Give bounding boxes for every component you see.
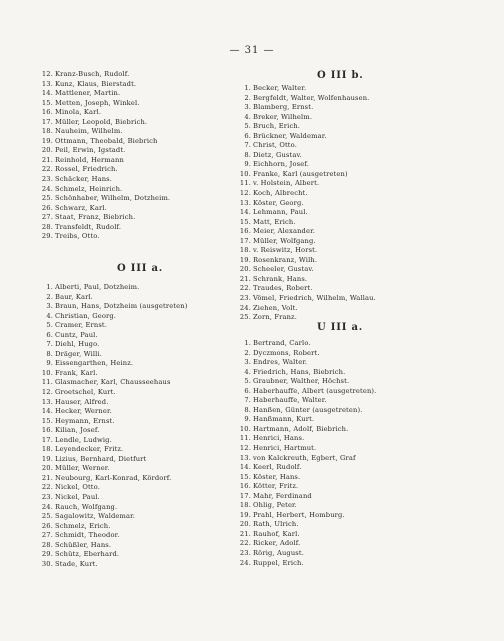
student-name: Dyczmons, Robert. [253,348,320,357]
student-name: Ohlig, Peter. [253,501,297,510]
list-item [36,223,246,233]
list-item [36,474,246,484]
student-name: Kunz, Klaus, Bierstadt. [55,79,137,88]
list-item [234,304,496,314]
list-item [36,541,246,551]
list-item [234,415,496,425]
student-name: Becker, Walter. [253,84,307,92]
student-name: Neubourg, Karl-Konrad, Kördorf. [55,473,172,482]
list-item [234,208,496,218]
list-item [36,493,246,503]
list-item [234,189,496,199]
item-number: 18. [239,501,251,510]
list-item [36,531,246,541]
list-item [36,137,246,147]
student-name: Müller, Leopold, Biebrich. [55,117,148,126]
list-item [234,122,496,132]
item-number: 3. [244,103,251,112]
list-item [234,94,496,104]
student-name: Mattlener, Martin. [55,89,121,98]
item-number: 10. [239,424,251,433]
student-name: Diehl, Hugo. [55,340,100,349]
list-item [234,425,496,435]
list-item [234,179,496,189]
item-number: 7. [244,141,251,150]
student-name: Ottmann, Theobald, Biebrich [55,136,158,145]
list-item [234,501,496,511]
item-number: 21. [41,473,53,482]
class-heading-u3a: U III a. [317,322,364,333]
item-number: 30. [41,559,53,568]
student-name: Friedrich, Hans, Biebrich. [253,367,346,376]
student-name: Heymann, Ernst. [55,416,115,425]
student-name: Schmelz, Heinrich. [55,184,123,193]
item-number: 1. [244,339,251,347]
item-number: 19. [239,255,251,264]
item-number: 20. [239,520,251,529]
item-number: 21. [41,155,53,164]
list-item [234,265,496,275]
list-item [36,436,246,446]
list-item [234,549,496,559]
list-item [234,218,496,228]
student-name: Traudes, Robert. [253,284,313,293]
list-item [36,331,246,341]
student-name: Haberhauffe, Walter. [253,396,327,405]
list-item [234,396,496,406]
item-number: 8. [244,150,251,159]
student-name: Hartmann, Adolf, Biebrich. [253,424,349,433]
student-name: Staat, Franz, Biebrich. [55,213,136,222]
list-item [234,151,496,161]
student-name: Breker, Wilhelm. [253,112,313,121]
item-number: 13. [239,453,251,462]
list-item [234,377,496,387]
student-name: Treibs, Otto. [55,232,100,241]
item-number: 19. [41,454,53,463]
list-item [234,103,496,113]
list-item [36,108,246,118]
list-item [234,294,496,304]
list-item [36,340,246,350]
student-name: Kötter, Fritz. [253,482,299,491]
item-number: 5. [244,377,251,386]
item-number: 4. [244,112,251,121]
list-item [36,232,246,242]
student-name: Mahr, Ferdinand [253,491,312,500]
class-list-o3a [36,283,246,569]
item-number: 6. [46,330,53,339]
list-item [36,302,246,312]
item-number: 20. [41,146,53,155]
student-name: Alberti, Paul, Dotzheim. [55,283,140,291]
list-item [36,80,246,90]
list-item [36,388,246,398]
student-name: Bruch, Erich. [253,122,301,131]
item-number: 12. [239,189,251,198]
student-name: Vömel, Friedrich, Wilhelm, Wallau. [253,294,376,303]
item-number: 24. [41,502,53,511]
student-name: Ricker, Adolf. [253,539,301,548]
item-number: 27. [41,213,53,222]
student-name: von Kalckreuth, Egbert, Graf [253,453,356,462]
student-name: Endres, Walter. [253,358,308,367]
list-item [234,539,496,549]
list-item [36,445,246,455]
list-item [36,204,246,214]
student-name: Henrici, Hartmut. [253,444,317,453]
student-name: Lehmann, Paul. [253,208,308,217]
item-number: 4. [244,367,251,376]
list-item [36,185,246,195]
list-item [234,256,496,266]
left-list-continued [36,70,246,242]
list-item [234,132,496,142]
item-number: 25. [239,313,251,322]
list-item [36,99,246,109]
item-number: 22. [41,483,53,492]
student-name: Leyendecker, Fritz. [55,445,124,454]
student-name: Dietz, Gustav. [253,150,302,159]
list-item [36,426,246,436]
item-number: 18. [239,246,251,255]
student-name: Nickel, Otto. [55,483,100,492]
student-name: Rosenkranz, Wilh. [253,255,318,264]
student-name: Brückner, Waldemar. [253,131,327,140]
student-name: Schrank, Hans. [253,274,308,283]
student-name: Christ, Otto. [253,141,297,150]
item-number: 17. [239,491,251,500]
list-item [234,84,496,94]
list-item [234,227,496,237]
item-number: 2. [244,93,251,102]
item-number: 2. [46,292,53,301]
student-name: Rörig, August. [253,549,304,558]
student-name: Reinhold, Hermann [55,155,124,164]
item-number: 14. [41,407,53,416]
student-name: Köster, Hans. [253,472,301,481]
student-name: Eichhorn, Josef. [253,160,310,169]
list-item [36,483,246,493]
list-item [36,464,246,474]
item-number: 17. [41,117,53,126]
student-name: Schwarz, Karl. [55,203,107,212]
list-item [36,213,246,223]
list-item [36,283,246,293]
student-name: Nickel, Paul. [55,493,100,502]
class-heading-o3a: O III a. [117,263,164,274]
list-item [234,368,496,378]
item-number: 1. [46,283,53,291]
list-item [36,512,246,522]
item-number: 5. [46,321,53,330]
list-item [36,194,246,204]
student-name: Hauser, Alfred. [55,397,109,406]
item-number: 11. [239,179,251,188]
item-number: 12. [41,70,53,78]
student-name: Zorn, Franz. [253,313,298,322]
list-item [234,530,496,540]
item-number: 9. [244,415,251,424]
list-item [36,550,246,560]
list-item [36,455,246,465]
list-item [234,444,496,454]
class-list-o3b [234,84,496,323]
list-item [234,113,496,123]
item-number: 29. [41,550,53,559]
list-item [234,199,496,209]
list-item [36,156,246,166]
student-name: Schüßler, Hans. [55,540,112,549]
student-name: Blamberg, Ernst. [253,103,314,112]
item-number: 18. [41,127,53,136]
list-item [234,339,496,349]
item-number: 8. [244,405,251,414]
list-item [234,349,496,359]
item-number: 13. [239,198,251,207]
item-number: 21. [239,529,251,538]
list-item [36,378,246,388]
student-name: Henrici, Hans. [253,434,305,443]
student-name: Cramer, Ernst. [55,321,108,330]
student-name: Müller, Werner. [55,464,110,473]
item-number: 6. [244,131,251,140]
item-number: 10. [41,368,53,377]
item-number: 23. [239,294,251,303]
item-number: 15. [41,98,53,107]
item-number: 27. [41,531,53,540]
list-item [234,141,496,151]
student-name: Rath, Ulrich. [253,520,299,529]
student-name: Cuntz, Paul. [55,330,98,339]
list-item [234,246,496,256]
student-name: Sagalowitz, Waldemar. [55,512,136,521]
list-item [234,559,496,569]
student-name: Schäcker, Hans. [55,175,113,184]
item-number: 14. [239,463,251,472]
list-item [234,387,496,397]
student-name: Matt, Erich. [253,217,296,226]
list-item [234,358,496,368]
list-item [36,312,246,322]
list-item [234,284,496,294]
list-item [36,407,246,417]
item-number: 1. [244,84,251,92]
item-number: 22. [239,539,251,548]
item-number: 7. [244,396,251,405]
item-number: 19. [239,510,251,519]
list-item [234,454,496,464]
list-item [36,127,246,137]
list-item [234,473,496,483]
student-name: Groetschel, Kurt. [55,388,116,397]
student-name: Bertrand, Carlo. [253,339,311,347]
item-number: 3. [46,302,53,311]
item-number: 26. [41,521,53,530]
student-name: Ruppel, Erich. [253,558,304,567]
item-number: 25. [41,194,53,203]
list-item [234,406,496,416]
item-number: 29. [41,232,53,241]
list-item [36,398,246,408]
student-name: Bergfeldt, Walter, Wolfenhausen. [253,93,370,102]
student-name: Müller, Wolfgang. [253,236,316,245]
student-name: Kranz-Busch, Rudolf. [55,70,130,78]
list-item [234,492,496,502]
list-item [234,170,496,180]
student-name: v. Holstein, Albert. [253,179,320,188]
student-name: Kilian, Josef. [55,426,100,435]
student-name: Minola, Karl. [55,108,102,117]
item-number: 19. [41,136,53,145]
student-name: Ziehen, Volt. [253,303,298,312]
item-number: 9. [244,160,251,169]
student-name: Schütz, Eberhard. [55,550,120,559]
student-name: Keerl, Rudolf. [253,463,302,472]
list-item [234,275,496,285]
list-item [36,350,246,360]
item-number: 3. [244,358,251,367]
item-number: 9. [46,359,53,368]
student-name: Frank, Karl. [55,368,98,377]
student-name: Rauch, Wolfgang. [55,502,118,511]
student-name: Dräger, Willi. [55,349,103,358]
student-name: Lendle, Ludwig. [55,435,112,444]
list-item [36,89,246,99]
student-name: Stade, Kurt. [55,559,98,568]
list-item [36,369,246,379]
list-item [36,359,246,369]
item-number: 28. [41,222,53,231]
item-number: 12. [239,444,251,453]
student-name: Franke, Karl (ausgetreten) [253,169,348,178]
list-item [234,482,496,492]
student-name: Rossel, Friedrich. [55,165,118,174]
list-item [36,522,246,532]
student-name: Hanßmann, Kurt. [253,415,315,424]
item-number: 12. [41,388,53,397]
item-number: 24. [41,184,53,193]
item-number: 17. [239,236,251,245]
list-item [36,321,246,331]
item-number: 25. [41,512,53,521]
list-item [234,313,496,323]
item-number: 8. [46,349,53,358]
item-number: 20. [239,265,251,274]
list-item [36,118,246,128]
list-item [36,146,246,156]
student-name: Glasmacher, Karl, Chausseehaus [55,378,171,387]
list-item [234,463,496,473]
student-name: Schmelz, Erich. [55,521,111,530]
student-name: Peil, Erwin, Igstadt. [55,146,126,155]
student-name: Lizius, Bernhard, Dietfurt [55,454,147,463]
student-name: Meier, Alexander. [253,227,315,236]
list-item [234,237,496,247]
student-name: Hecker, Werner. [55,407,112,416]
student-name: v. Reiswitz, Horst. [253,246,318,255]
item-number: 14. [41,89,53,98]
student-name: Christian, Georg. [55,311,117,320]
student-name: Baur, Karl. [55,292,94,301]
list-item [36,70,246,80]
item-number: 13. [41,397,53,406]
class-heading-o3b: O III b. [317,70,364,81]
item-number: 14. [239,208,251,217]
student-name: Graubner, Walther, Höchst. [253,377,350,386]
student-name: Haberhauffe, Albert (ausgetreten). [253,386,377,395]
item-number: 10. [239,169,251,178]
item-number: 15. [239,217,251,226]
item-number: 11. [239,434,251,443]
student-name: Transfeldt, Rudolf. [55,222,122,231]
list-item [36,503,246,513]
item-number: 28. [41,540,53,549]
item-number: 23. [239,549,251,558]
list-item [234,434,496,444]
item-number: 2. [244,348,251,357]
student-name: Scheeler, Gustav. [253,265,314,274]
student-name: Eissengarthen, Heinz. [55,359,134,368]
item-number: 16. [239,227,251,236]
student-name: Braun, Hans, Dotzheim (ausgetreten) [55,302,188,311]
list-item [36,560,246,570]
item-number: 26. [41,203,53,212]
item-number: 24. [239,303,251,312]
item-number: 23. [41,175,53,184]
item-number: 15. [239,472,251,481]
list-item [234,511,496,521]
list-item [36,293,246,303]
item-number: 7. [46,340,53,349]
item-number: 23. [41,493,53,502]
item-number: 15. [41,416,53,425]
list-item [234,160,496,170]
item-number: 16. [41,426,53,435]
student-name: Schmidt, Theodor. [55,531,120,540]
item-number: 21. [239,274,251,283]
item-number: 4. [46,311,53,320]
list-item [36,417,246,427]
student-name: Metten, Joseph, Winkel. [55,98,140,107]
list-item [36,175,246,185]
page-number: — 31 — [229,45,275,56]
item-number: 24. [239,558,251,567]
student-name: Prahl, Herbert, Homburg. [253,510,345,519]
item-number: 11. [41,378,53,387]
item-number: 16. [239,482,251,491]
item-number: 13. [41,79,53,88]
student-name: Köster, Georg. [253,198,304,207]
item-number: 5. [244,122,251,131]
item-number: 22. [41,165,53,174]
student-name: Nauheim, Wilhelm. [55,127,123,136]
list-item [234,520,496,530]
item-number: 6. [244,386,251,395]
item-number: 22. [239,284,251,293]
item-number: 20. [41,464,53,473]
item-number: 17. [41,435,53,444]
class-list-u3a [234,339,496,568]
student-name: Schönhaber, Wilhelm, Dotzheim. [55,194,171,203]
student-name: Rauhof, Karl. [253,529,300,538]
list-item [36,165,246,175]
student-name: Koch, Albrecht. [253,189,308,198]
item-number: 18. [41,445,53,454]
item-number: 16. [41,108,53,117]
student-name: Hanßen, Günter (ausgetreten). [253,405,363,414]
